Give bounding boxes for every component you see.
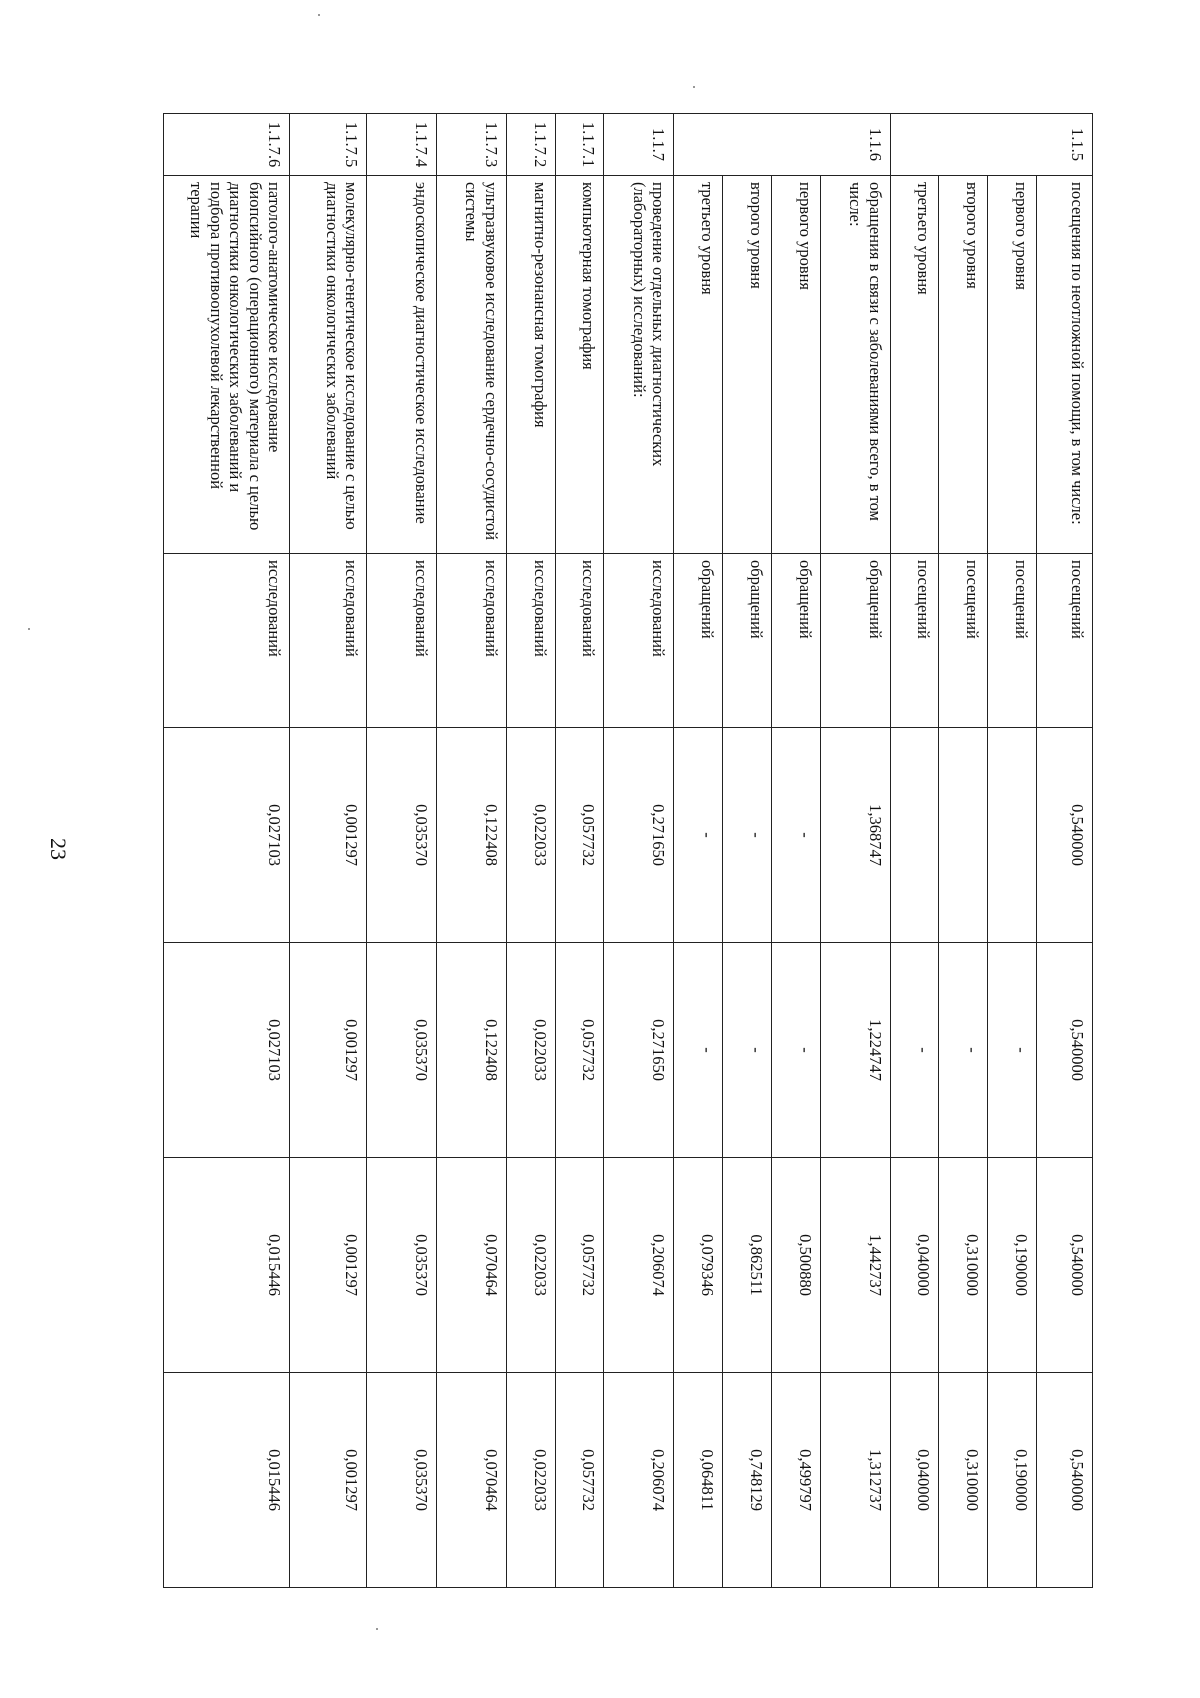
row-code: [674, 114, 723, 176]
value-col1: -: [723, 728, 772, 943]
value-col4: 0,190000: [988, 1373, 1037, 1588]
row-unit: исследований: [604, 554, 674, 728]
value-col3: 0,500880: [771, 1158, 820, 1373]
value-col2: -: [771, 943, 820, 1158]
table-row: [674, 114, 723, 1588]
value-col2: 0,122408: [436, 943, 506, 1158]
value-col4: 0,022033: [506, 1373, 555, 1588]
value-col3: 0,862511: [723, 1158, 772, 1373]
value-col4: 0,064811: [674, 1373, 723, 1588]
table-row: [988, 114, 1037, 1588]
value-col2: 0,022033: [506, 943, 555, 1158]
value-col4: 0,015446: [164, 1373, 290, 1588]
value-col2: 0,540000: [1037, 943, 1093, 1158]
value-col1: 0,271650: [604, 728, 674, 943]
row-code: 1.1.7.2: [506, 114, 555, 176]
row-name: ультразвуковое исследование сердечно-сосудистой системы: [436, 176, 506, 554]
value-col4: 1,312737: [820, 1373, 890, 1588]
row-name: молекулярно-генетическое исследование с целью диагностики онкологических заболеваний: [290, 176, 367, 554]
row-unit: исследований: [367, 554, 437, 728]
row-unit: посещений: [1037, 554, 1093, 728]
value-col4: 0,040000: [890, 1373, 939, 1588]
row-unit: исследований: [436, 554, 506, 728]
value-col1: 0,057732: [555, 728, 604, 943]
value-col3: 0,190000: [988, 1158, 1037, 1373]
value-col4: 0,057732: [555, 1373, 604, 1588]
value-col4: 0,310000: [939, 1373, 988, 1588]
table-body: [164, 114, 1093, 1588]
table-row: [367, 114, 437, 1588]
table-row: [164, 114, 290, 1588]
row-name: проведение отдельных диагностических (лабораторных) исследований:: [604, 176, 674, 554]
table-row: [939, 114, 988, 1588]
table-row: [820, 114, 890, 1588]
scan-speck: [318, 14, 320, 16]
value-col3: 0,310000: [939, 1158, 988, 1373]
row-name: магнитно-резонансная томография: [506, 176, 555, 554]
value-col3: 0,206074: [604, 1158, 674, 1373]
row-unit: обращений: [820, 554, 890, 728]
table-row: [436, 114, 506, 1588]
table-row: [1037, 114, 1093, 1588]
row-name: первого уровня: [988, 176, 1037, 554]
value-col3: 0,035370: [367, 1158, 437, 1373]
value-col4: 0,499797: [771, 1373, 820, 1588]
table-row: [604, 114, 674, 1588]
value-col1: 0,035370: [367, 728, 437, 943]
table-row: [290, 114, 367, 1588]
row-code: [939, 114, 988, 176]
row-unit: посещений: [939, 554, 988, 728]
row-code: 1.1.7.3: [436, 114, 506, 176]
value-col1: 0,122408: [436, 728, 506, 943]
row-unit: исследований: [290, 554, 367, 728]
value-col2: 0,057732: [555, 943, 604, 1158]
value-col3: 0,057732: [555, 1158, 604, 1373]
row-unit: посещений: [890, 554, 939, 728]
row-name: посещения по неотложной помощи, в том числе:: [1037, 176, 1093, 554]
row-name: патолого-анатомическое исследование биопсийного (операционного) материала с целью диагностики онкологических заболеваний и подбора противоопухолевой лекарственной терапии: [164, 176, 290, 554]
value-col3: 0,015446: [164, 1158, 290, 1373]
row-code: 1.1.7: [604, 114, 674, 176]
scan-speck: [693, 86, 695, 88]
value-col2: 0,001297: [290, 943, 367, 1158]
value-col1: -: [771, 728, 820, 943]
row-unit: обращений: [674, 554, 723, 728]
value-col4: 0,001297: [290, 1373, 367, 1588]
row-code: [890, 114, 939, 176]
value-col4: 0,035370: [367, 1373, 437, 1588]
rotated-table-container: [163, 113, 1093, 1587]
value-col3: 0,540000: [1037, 1158, 1093, 1373]
row-code: [988, 114, 1037, 176]
row-unit: обращений: [771, 554, 820, 728]
value-col2: -: [890, 943, 939, 1158]
row-code: [771, 114, 820, 176]
data-table: [163, 113, 1093, 1588]
row-name: третьего уровня: [674, 176, 723, 554]
row-name: второго уровня: [723, 176, 772, 554]
row-name: второго уровня: [939, 176, 988, 554]
value-col3: 0,022033: [506, 1158, 555, 1373]
table-row: [723, 114, 772, 1588]
table-row: [890, 114, 939, 1588]
row-unit: исследований: [506, 554, 555, 728]
value-col2: 0,027103: [164, 943, 290, 1158]
value-col3: 0,079346: [674, 1158, 723, 1373]
row-code: 1.1.5: [1037, 114, 1093, 176]
row-name: обращения в связи с заболеваниями всего, в том числе:: [820, 176, 890, 554]
table-row: [555, 114, 604, 1588]
value-col2: -: [674, 943, 723, 1158]
value-col1: 0,001297: [290, 728, 367, 943]
row-name: третьего уровня: [890, 176, 939, 554]
value-col3: 1,442737: [820, 1158, 890, 1373]
scan-speck: [376, 1628, 378, 1630]
row-code: [723, 114, 772, 176]
value-col3: 0,001297: [290, 1158, 367, 1373]
value-col2: 1,224747: [820, 943, 890, 1158]
value-col4: 0,070464: [436, 1373, 506, 1588]
row-name: эндоскопическое диагностическое исследование: [367, 176, 437, 554]
value-col1: 1,368747: [820, 728, 890, 943]
row-name: первого уровня: [771, 176, 820, 554]
table-row: [506, 114, 555, 1588]
value-col1: [988, 728, 1037, 943]
row-code: 1.1.7.1: [555, 114, 604, 176]
row-unit: исследований: [555, 554, 604, 728]
value-col4: 0,206074: [604, 1373, 674, 1588]
value-col2: -: [939, 943, 988, 1158]
value-col1: -: [674, 728, 723, 943]
value-col4: 0,748129: [723, 1373, 772, 1588]
value-col1: 0,540000: [1037, 728, 1093, 943]
row-unit: обращений: [723, 554, 772, 728]
row-name: компьютерная томография: [555, 176, 604, 554]
scan-speck: [28, 628, 30, 630]
value-col1: [890, 728, 939, 943]
value-col1: 0,022033: [506, 728, 555, 943]
row-code: 1.1.7.5: [290, 114, 367, 176]
value-col2: -: [988, 943, 1037, 1158]
row-code: 1.1.7.4: [367, 114, 437, 176]
row-code: 1.1.7.6: [164, 114, 290, 176]
table-row: [771, 114, 820, 1588]
value-col4: 0,540000: [1037, 1373, 1093, 1588]
value-col2: 0,035370: [367, 943, 437, 1158]
page-number: 23: [46, 838, 71, 860]
row-unit: исследований: [164, 554, 290, 728]
value-col1: 0,027103: [164, 728, 290, 943]
value-col3: 0,070464: [436, 1158, 506, 1373]
value-col2: -: [723, 943, 772, 1158]
value-col3: 0,040000: [890, 1158, 939, 1373]
value-col2: 0,271650: [604, 943, 674, 1158]
value-col1: [939, 728, 988, 943]
row-unit: посещений: [988, 554, 1037, 728]
row-code: 1.1.6: [820, 114, 890, 176]
